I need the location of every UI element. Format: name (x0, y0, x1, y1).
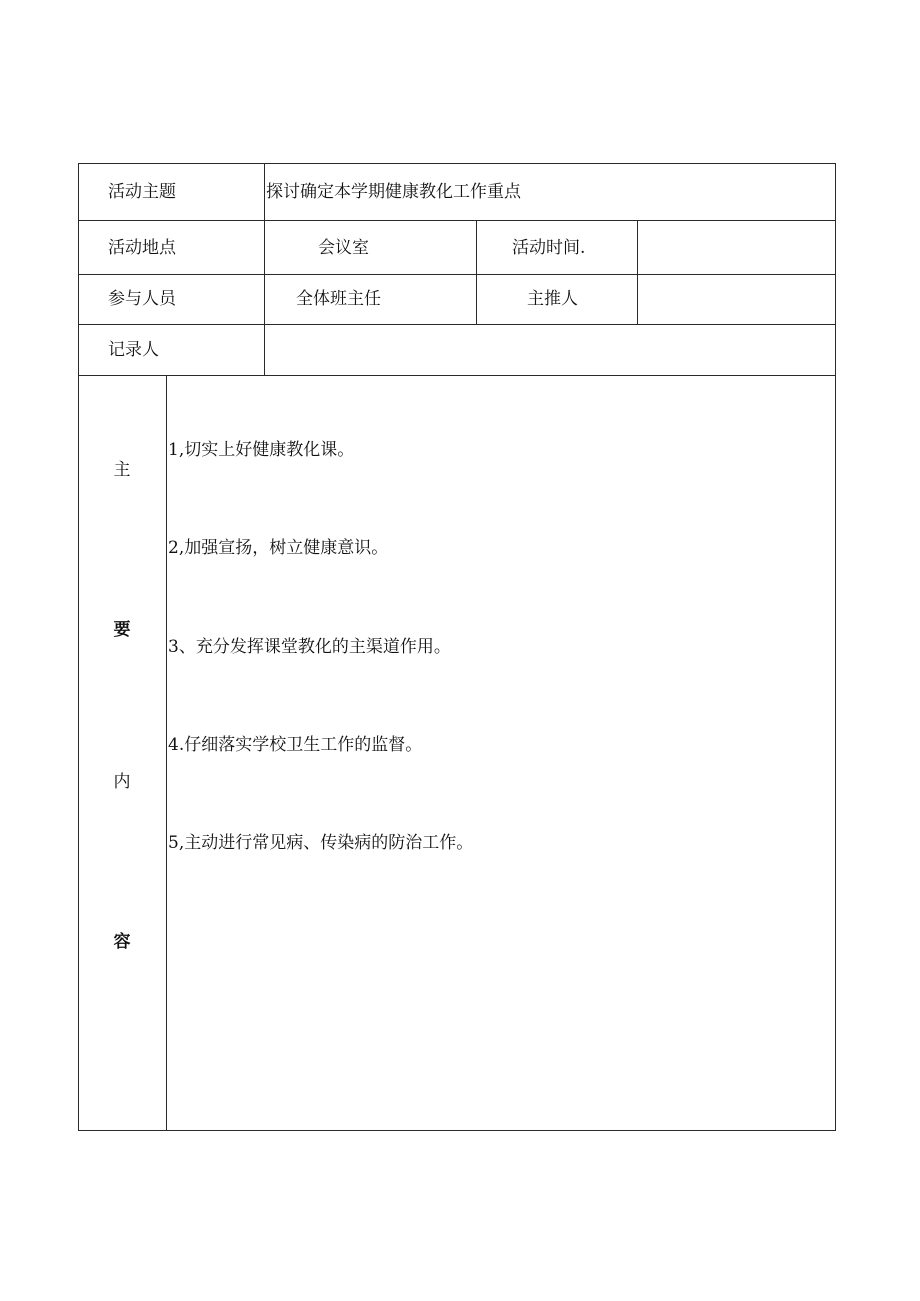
recorder-label: 记录人 (108, 340, 159, 360)
content-item: 4.仔细落实学校卫生工作的监督。 (168, 735, 423, 755)
row-divider (78, 375, 836, 376)
activity-record-form (78, 163, 836, 1131)
form-border-bottom (78, 1130, 836, 1131)
row-divider (78, 324, 836, 325)
content-item: 3、充分发挥课堂教化的主渠道作用。 (168, 637, 451, 657)
content-item: 1,切实上好健康教化课。 (168, 440, 355, 460)
middle-column-divider (476, 220, 477, 324)
content-heading-char: 主 (113, 460, 131, 480)
label-column-divider (264, 163, 265, 375)
form-border-left (78, 163, 79, 1131)
row-divider (78, 220, 836, 221)
content-item: 5,主动进行常见病、传染病的防治工作。 (168, 833, 474, 853)
content-item: 2,加强宣扬，树立健康意识。 (168, 538, 389, 558)
content-heading-char: 内 (113, 772, 131, 792)
content-heading-char: 容 (113, 932, 131, 952)
content-side-divider (166, 375, 167, 1130)
topic-value: 探讨确定本学期健康教化工作重点 (266, 182, 521, 202)
participants-label: 参与人员 (108, 289, 176, 309)
time-label: 活动时间. (512, 238, 586, 258)
content-heading-char: 要 (113, 620, 131, 640)
host-label: 主推人 (527, 289, 578, 309)
participants-value: 全体班主任 (296, 289, 381, 309)
location-value: 会议室 (318, 238, 369, 258)
form-border-right (835, 163, 836, 1131)
location-label: 活动地点 (108, 238, 176, 258)
row-divider (78, 274, 836, 275)
topic-label: 活动主题 (108, 182, 176, 202)
form-border-top (78, 163, 836, 164)
right-column-divider (637, 220, 638, 324)
